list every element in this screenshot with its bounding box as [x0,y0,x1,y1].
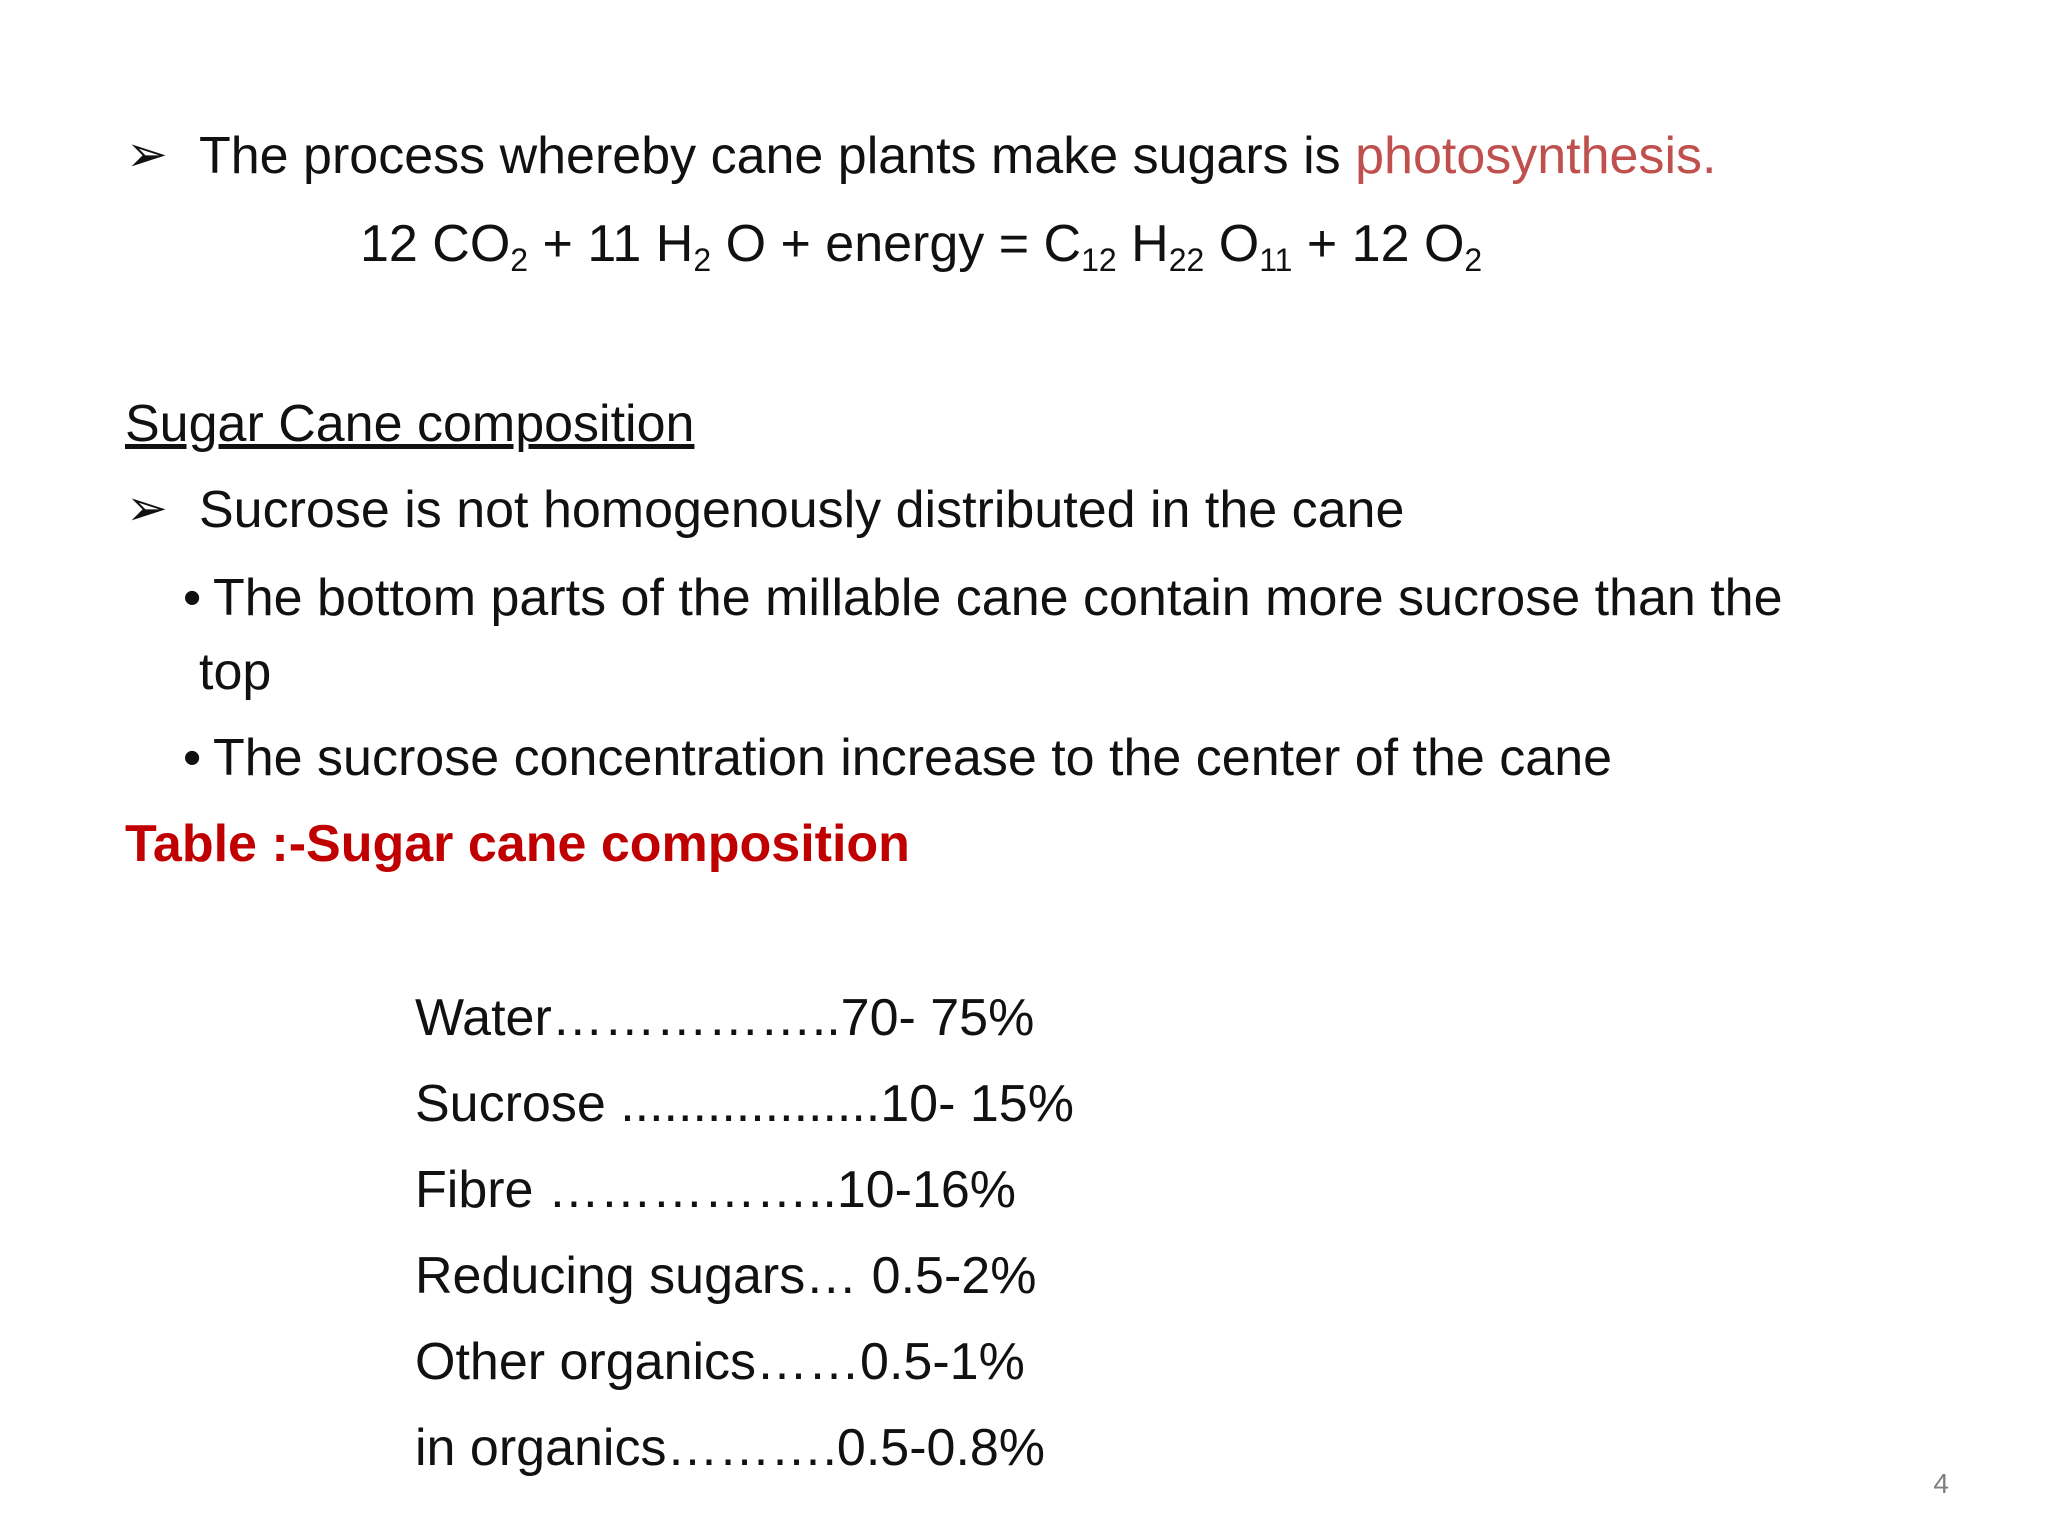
sub-point-1 [183,566,1783,630]
sub-point-1-continuation: top [199,643,272,701]
intro-line [199,124,1716,188]
section-heading: Sugar Cane composition [125,395,695,453]
equation-part: 12 CO [360,215,511,273]
equation-part: + 11 H [528,215,694,273]
main-point: Sucrose is not homogenously distributed in the cane [199,481,1405,539]
arrow-bullet-icon: ➢ [126,126,168,182]
photosynthesis-equation [360,212,1482,276]
composition-row-other-organics: Other organics……0.5-1% [415,1333,1025,1391]
equation-part: O + energy = C [711,215,1082,273]
composition-row-inorganics: in organics……….0.5-0.8% [415,1419,1046,1477]
equation-subscript: 22 [1168,242,1205,278]
bullet-dot-icon: • [183,729,202,787]
equation-subscript: 2 [1464,242,1483,278]
equation-subscript: 12 [1081,242,1117,278]
equation-subscript: 2 [510,242,529,278]
bullet-dot-icon: • [183,569,202,627]
equation-part: + 12 O [1292,215,1465,273]
composition-row-reducing-sugars: Reducing sugars… 0.5-2% [415,1247,1037,1305]
equation-subscript: 2 [693,242,712,278]
sub-point-text: The sucrose concentration increase to the center of the cane [213,729,1613,787]
composition-row-sucrose: Sucrose ..................10- 15% [415,1075,1074,1133]
equation-part: H [1116,215,1169,273]
arrow-bullet-icon: ➢ [126,480,168,536]
composition-row-fibre: Fibre ……………..10-16% [415,1161,1017,1219]
composition-row-water: Water……………..70- 75% [415,989,1035,1047]
photosynthesis-highlight: photosynthesis. [1355,127,1717,185]
equation-subscript: 11 [1259,242,1293,278]
sub-point-text: The bottom parts of the millable cane contain more sucrose than the [213,569,1783,627]
intro-text: The process whereby cane plants make sugars is [199,127,1356,185]
page-number: 4 [1933,1468,1949,1499]
equation-part: O [1204,215,1260,273]
table-title: Table :-Sugar cane composition [125,815,910,873]
sub-point-2 [183,726,1612,790]
